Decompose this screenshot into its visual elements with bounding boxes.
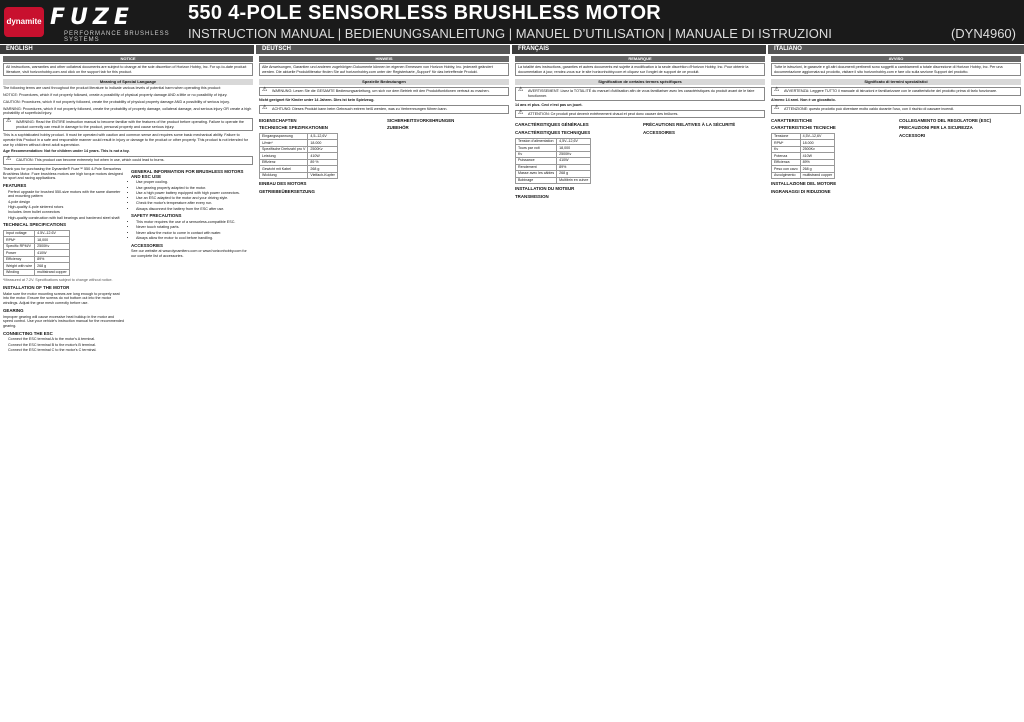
- spec-value: 89%: [35, 256, 70, 262]
- warning-definition: WARNING: Procedures, which if not properly followed, create the probability of property damage, collateral damage, and serious injury OR create a high probability of superficial injury.: [3, 106, 252, 116]
- spec-value: 410W: [35, 250, 70, 256]
- spec-value: 89%: [800, 159, 835, 165]
- age-recommendation: Almeno 14 anni. Non è un giocattolo.: [771, 98, 836, 103]
- spec-label: Potenza: [772, 153, 801, 159]
- lang-bar-english: ENGLISH: [0, 45, 254, 54]
- features-heading: FEATURES: [3, 182, 27, 188]
- warning-box: ⚠ WARNING: Read the ENTIRE instruction manual to become familiar with the features of the product before operating. Failure to operate the product correctly can result in damage to the product, personal property and cause serious injury.: [3, 118, 253, 131]
- guide-item: • Use an ESC adapted to the motor and your driving style.: [136, 196, 253, 201]
- gearing-text: Improper gearing will cause excessive heat buildup in the motor and speed control. Use your vehicle's instruction manual for the recommended gearing.: [3, 314, 125, 328]
- spec-label: Winding: [4, 269, 35, 275]
- safety-heading: SICHERHEITSVORKEHRUNGEN: [387, 117, 455, 123]
- spec-label: Bobinage: [516, 177, 557, 183]
- accessories-heading: ACCESSOIRES: [643, 129, 675, 135]
- warning-box: ⚠ AVVERTENZA: Leggere TUTTO il manuale di istruzioni e familiarizzare con le caratteristiche del prodotto prima di farlo funzionare.: [771, 87, 1021, 96]
- notice-text: Alle Anweisungen, Garantien und anderen zugehörigen Dokumente können im eigenen Ermessen von Horizon Hobby, Inc. jederzeit geändert werden. Die aktuelle Produktliteratur finden Sie auf horizonhobby.com unter der Registerkarte „Support“ für das betreffende Produkt.: [259, 63, 509, 76]
- tech-specs-heading: CARACTÉRISTIQUES TECHNIQUES: [515, 129, 591, 135]
- francais-left: [515, 120, 637, 200]
- spec-value: multistrand copper: [800, 172, 835, 178]
- features-heading: CARATTERISTICHE: [771, 117, 813, 123]
- spec-label: Masse avec les câbles: [516, 171, 557, 177]
- lang-bar-italiano: ITALIANO: [768, 45, 1024, 54]
- features-heading: EIGENSCHAFTEN: [259, 117, 297, 123]
- gearing-heading: GEARING: [3, 307, 24, 313]
- spec-value: 410W: [800, 153, 835, 159]
- guide-item: • Always disconnect the battery from the ESC after use.: [136, 207, 253, 212]
- accessories-text: See our website at www.dynamiterc.com or www.horizonhobby.com for our complete list of accessories.: [131, 249, 247, 259]
- guide-heading: GENERAL INFORMATION FOR BRUSHLESS MOTORS AND ESC USE: [131, 168, 244, 179]
- safety-heading: PRÉCAUTIONS RELATIVES À LA SÉCURITÉ: [643, 122, 736, 128]
- spec-label: Peso con cavo: [772, 166, 801, 172]
- spec-label: Input voltage: [4, 230, 35, 236]
- spec-label: Tensione: [772, 133, 801, 139]
- spec-table: [771, 133, 835, 179]
- english-left: [3, 167, 125, 353]
- spec-label: Power: [4, 250, 35, 256]
- notice-text: All instructions, warranties and other collateral documents are subject to change at the sole discretion of Horizon Hobby, Inc. For up-to-date product literature, visit horizonhobby.com and click on the support tab for this product.: [3, 63, 253, 76]
- spec-label: Efficienza: [772, 159, 801, 165]
- spec-value: 4,5–12,6V: [308, 133, 338, 139]
- table-row: [772, 172, 835, 178]
- table-row: [260, 172, 338, 178]
- brand-logo: [4, 5, 184, 43]
- safety-list: [131, 220, 253, 241]
- spec-value: 2500Kv: [557, 151, 591, 157]
- guide-item: • Use gearing properly adapted to the motor.: [136, 186, 253, 191]
- spec-value: 2500Kv: [800, 146, 835, 152]
- warning-box: ⚠ WARNUNG: Lesen Sie die GESAMTE Bedienungsanleitung, um sich vor dem Betrieb mit den Produktfunktionen vertraut zu machen.: [259, 87, 509, 96]
- spec-label: Tension d'alimentation: [516, 138, 557, 144]
- spec-label: Avvolgimento: [772, 172, 801, 178]
- notice-heading: HINWEIS: [259, 56, 509, 62]
- spec-value: 18,000: [35, 237, 70, 243]
- italiano-right: [899, 116, 1021, 196]
- spec-label: RPM*: [772, 140, 801, 146]
- spec-value: 89%: [557, 164, 591, 170]
- accessories-heading: ACCESSORI: [899, 132, 926, 138]
- caution-definition: CAUTION: Procedures, which if not properly followed, create the probability of physical property damage AND a possibility of serious injury.: [3, 99, 230, 104]
- feature-item: • 4-pole design: [8, 200, 125, 205]
- deutsch-body: [259, 116, 509, 196]
- connect-item: • Connect the ESC terminal A to the motor's A terminal.: [8, 337, 125, 342]
- caution-box: ⚠ ATTENZIONE: questo prodotto può diventare molto caldo durante l'uso, con il rischio di causare incendi.: [771, 105, 1021, 114]
- connect-item: • Connect the ESC terminal C to the motor's C terminal.: [8, 348, 125, 353]
- spec-label: Effizienz: [260, 159, 308, 165]
- notice-heading: NOTICE: [3, 56, 253, 62]
- spec-label: Eingangsspannung: [260, 133, 308, 139]
- accessories-heading: ACCESSORIES: [131, 242, 163, 248]
- francais-right: [643, 120, 765, 200]
- install-text: Make sure the motor mounting screws are long enough to properly seat into the motor. Ensure the screws do not bottom out into the motor windings. Adjust the gear mesh correctly before use.: [3, 291, 120, 306]
- guide-list: [131, 180, 253, 211]
- spec-label: Gewicht mit Kabel: [260, 166, 308, 172]
- install-heading: INSTALLAZIONE DEL MOTORE: [771, 181, 837, 187]
- spec-value: 2500Kv: [308, 146, 338, 152]
- age-recommendation: Nicht geeignet für Kinder unter 14 Jahren. Dies ist kein Spielzeug.: [259, 98, 375, 103]
- connect-item: • Connect the ESC terminal B to the motor's B terminal.: [8, 343, 125, 348]
- spec-value: Multibrin en cuivre: [557, 177, 591, 183]
- notice-text: Tutte le istruzioni, le garanzie e gli altri documenti pertinenti sono soggetti a cambiamenti a totale discrezione di Horizon Hobby, Inc. Per una documentazione aggiornata sul prodotto, visitare il sito horizonhobby.com e fare clic sulla sezione Support del prodotto.: [771, 63, 1021, 76]
- spec-value: 4,5V–12,6V: [557, 138, 591, 144]
- safety-heading: PRECAUZIONI PER LA SICUREZZA: [899, 125, 973, 131]
- gearing-heading: GETRIEBEÜBERSETZUNG: [259, 189, 315, 195]
- francais-column: [515, 56, 765, 720]
- intro-paragraph: This is a sophisticated hobby product. It must be operated with caution and common sense and requires some basic mechanical ability. Failure to operate this Product in a safe and responsible manner could result in injury or damage to the product or other property. This product is not intended for use by children without direct adult supervision.: [3, 133, 249, 147]
- english-column: [3, 56, 253, 720]
- tech-specs-heading: TECHNISCHE SPEZIFIKATIONEN: [259, 125, 328, 131]
- tech-specs-heading: TECHNICAL SPECIFICATIONS: [3, 222, 67, 228]
- spec-label: U/min*: [260, 140, 308, 146]
- esc-heading: COLLEGAMENTO DEL REGOLATORE (ESC): [899, 117, 992, 123]
- meaning-heading: Significato di termini specialistici: [771, 79, 1021, 85]
- connect-list: [3, 337, 125, 352]
- warning-box: ⚠ AVERTISSEMENT: Lisez la TOTALITÉ du manuel d'utilisation afin de vous familiariser avec les caractéristiques du produit avant de le faire fonctionner.: [515, 87, 765, 100]
- connect-heading: CONNECTING THE ESC: [3, 330, 53, 336]
- feature-item: • High-quality 4-pole sintered rotors: [8, 205, 125, 210]
- spec-value: 410W: [557, 158, 591, 164]
- spec-value: 2500Kv: [35, 243, 70, 249]
- spec-value: 268 g: [557, 171, 591, 177]
- table-row: [516, 177, 591, 183]
- logo-tagline: PERFORMANCE BRUSHLESS SYSTEMS: [64, 31, 170, 43]
- spec-label: Kv: [772, 146, 801, 152]
- product-code: (DYN4960): [950, 26, 1016, 41]
- spec-value: 268 g: [35, 263, 70, 269]
- header-banner: [0, 0, 1024, 44]
- guide-item: • Use proper cooling.: [136, 180, 253, 185]
- safety-item: • Never allow the motor to come in contact with water.: [136, 231, 253, 236]
- dynamite-logo-badge: dynamite: [4, 7, 44, 37]
- spec-label: Spezifische Drehzahl pro V: [260, 146, 308, 152]
- safety-item: • Always allow the motor to cool before handling.: [136, 236, 253, 241]
- meaning-text: The following terms are used throughout the product literature to indicate various levels of potential harm when operating this product:: [3, 86, 221, 91]
- thanks-text: Thank you for purchasing the Dynamite® Fuze™ 550 4-Pole Sensorless Brushless Motor. Fuze brushless motors are high torque motors designed for sport and racing applications.: [3, 166, 123, 181]
- spec-value: 18.000: [800, 140, 835, 146]
- english-body: [3, 167, 253, 353]
- install-heading: INSTALLATION DU MOTEUR: [515, 186, 575, 192]
- spec-label: Weight with wire: [4, 263, 35, 269]
- deutsch-left: [259, 116, 381, 196]
- meaning-heading: Signification de certains termes spécifiques: [515, 79, 765, 85]
- meaning-heading: Spezielle Bedeutungen: [259, 79, 509, 85]
- feature-item: • Perfect upgrade for brushed 550-size motors with the same diameter and mounting pattern: [8, 190, 125, 199]
- features-list: [3, 190, 125, 221]
- spec-label: Kv: [516, 151, 557, 157]
- accessories-heading: ZUBEHÖR: [387, 125, 409, 131]
- english-right: [131, 167, 253, 353]
- install-heading: EINBAU DES MOTORS: [259, 181, 307, 187]
- spec-value: 18.000: [308, 140, 338, 146]
- deutsch-column: [259, 56, 509, 720]
- features-heading: CARACTÉRISTIQUES GÉNÉRALES: [515, 122, 589, 128]
- notice-definition: NOTICE: Procedures, which if not properly followed, create a possibility of physical property damage AND a little or no possibility of injury.: [3, 93, 228, 98]
- italiano-left: [771, 116, 893, 196]
- feature-item: • High-quality construction with ball bearings and hardened steel shaft: [8, 216, 125, 221]
- gearing-heading: TRANSMISSION: [515, 193, 549, 199]
- spec-label: Rendement: [516, 164, 557, 170]
- spec-footnote: *Measured at 7.2V. Specifications subject to change without notice.: [3, 278, 113, 283]
- spec-table: [515, 138, 591, 184]
- notice-text: La totalité des instructions, garanties et autres documents est sujette à modification à la seule discrétion d'Horizon Hobby, Inc. Pour obtenir la documentation à jour, rendez-vous sur le site horizonhobby.com et cliquez sur l'onglet de support de ce produit.: [515, 63, 765, 76]
- spec-label: Wicklung: [260, 172, 308, 178]
- francais-body: [515, 120, 765, 200]
- guide-item: • Check the motor's temperature after every run.: [136, 201, 253, 206]
- caution-box: ⚠ CAUTION: This product can become extremely hot when in use, which could lead to burns.: [3, 156, 253, 165]
- safety-item: • This motor requires the use of a sensorless-compatible ESC.: [136, 220, 253, 225]
- tech-specs-heading: CARATTERISTICHE TECNICHE: [771, 125, 836, 131]
- deutsch-right: [387, 116, 509, 196]
- manual-subtitle: INSTRUCTION MANUAL | BEDIENUNGSANLEITUNG | MANUEL D’UTILISATION | MANUALE DI ISTRUZIONI: [188, 26, 832, 41]
- spec-table: [3, 230, 70, 276]
- notice-heading: REMARQUE: [515, 56, 765, 62]
- lang-bar-deutsch: DEUTSCH: [256, 45, 510, 54]
- caution-box: ⚠ ATTENTION: Ce produit peut devenir extrêmement chaud et peut donc causer des brûlures.: [515, 110, 765, 119]
- caution-box: ⚠ ACHTUNG: Dieses Produkt kann beim Gebrauch extrem heiß werden, was zu Verbrennungen führen kann.: [259, 105, 509, 114]
- guide-item: • Use a high power battery equipped with high power connectors.: [136, 191, 253, 196]
- spec-label: Efficiency: [4, 256, 35, 262]
- install-heading: INSTALLATION OF THE MOTOR: [3, 285, 70, 291]
- spec-value: 18,000: [557, 145, 591, 151]
- spec-table: [259, 133, 338, 179]
- spec-value: multistrand copper: [35, 269, 70, 275]
- spec-value: 268 g: [308, 166, 338, 172]
- lang-bar-francais: FRANÇAIS: [512, 45, 766, 54]
- spec-label: RPM*: [4, 237, 35, 243]
- italiano-body: [771, 116, 1021, 196]
- spec-value: 268 g: [800, 166, 835, 172]
- spec-label: Tours par volt: [516, 145, 557, 151]
- table-row: [4, 269, 70, 275]
- spec-label: Specific RPM/V: [4, 243, 35, 249]
- safety-heading: SAFETY PRECAUTIONS: [131, 213, 182, 219]
- fuze-logo-word: FUZE: [50, 5, 134, 30]
- manual-title: 550 4-POLE SENSORLESS BRUSHLESS MOTOR: [188, 2, 662, 24]
- safety-item: • Never touch rotating parts.: [136, 225, 253, 230]
- spec-value: 4.5V–12.6V: [35, 230, 70, 236]
- feature-item: • Includes 4mm bullet connectors: [8, 210, 125, 215]
- italiano-column: [771, 56, 1021, 720]
- age-recommendation: 14 ans et plus. Ceci n'est pas un jouet.: [515, 102, 583, 107]
- spec-value: 410W: [308, 153, 338, 159]
- spec-value: 4,5V–12,6V: [800, 133, 835, 139]
- spec-label: Leistung: [260, 153, 308, 159]
- age-recommendation: Age Recommendation: Not for children under 14 years. This is not a toy.: [3, 149, 130, 154]
- notice-heading: AVVISO: [771, 56, 1021, 62]
- spec-label: Puissance: [516, 158, 557, 164]
- meaning-heading: Meaning of Special Language: [3, 79, 253, 85]
- spec-value: Vielfach-Kupfer: [308, 172, 338, 178]
- gearing-heading: INGRANAGGI DI RIDUZIONE: [771, 189, 831, 195]
- spec-value: 89 %: [308, 159, 338, 165]
